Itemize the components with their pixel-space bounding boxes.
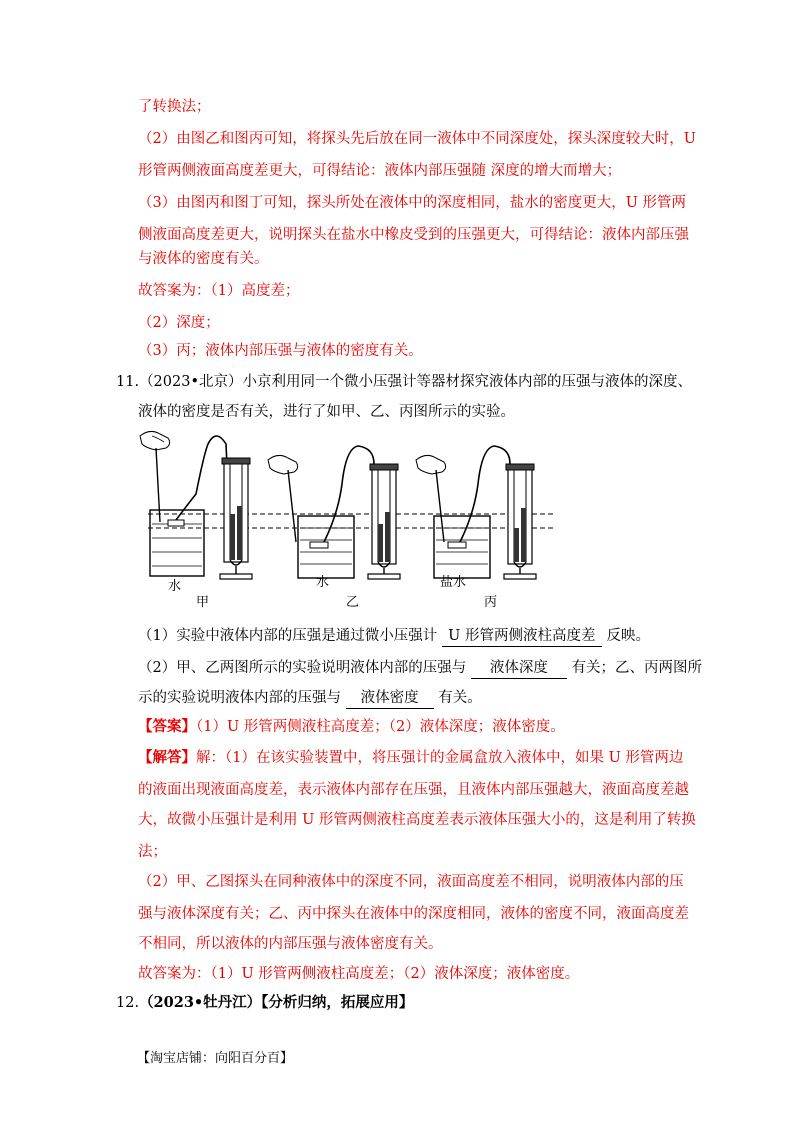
setup-name-a: 甲: [196, 595, 210, 610]
solution-line: （2）由图乙和图丙可知，将探头先后放在同一液体中不同深度处，探头深度较大时，U: [138, 131, 696, 147]
answer-line: 【答案】（1）U 形管两侧液柱高度差；（2）液体深度；液体密度。: [138, 718, 565, 735]
setup-name-c: 丙: [484, 595, 498, 610]
subquestion-2: （2）甲、乙两图所示的实验说明液体内部的压强与 液体深度 有关；乙、丙两图所: [138, 658, 702, 679]
solution-line: 与液体的密度有关。: [138, 251, 269, 267]
page-footer: 【淘宝店铺：向阳百分百】: [137, 1051, 294, 1066]
question-11-stem-cont: 液体的密度是否有关，进行了如甲、乙、丙图所示的实验。: [138, 404, 515, 420]
solution-line: 不相同，所以液体的内部压强与液体密度有关。: [138, 936, 443, 952]
setup-a: [140, 431, 252, 610]
answer-blank-3: 液体密度: [346, 688, 434, 709]
answer-line: （3）丙；液体内部压强与液体的密度有关。: [138, 343, 423, 359]
question-text: （2023•北京）小京利用同一个微小压强计等器材探究液体内部的压强与液体的深度、: [139, 374, 693, 390]
answer-summary: 故答案为：（1）高度差；: [138, 283, 300, 299]
subquestion-2-cont: 示的实验说明液体内部的压强与 液体密度 有关。: [138, 688, 482, 709]
question-number: 12.: [116, 995, 140, 1011]
solution-line: （2）甲、乙图探头在同种液体中的深度不同，液面高度差不相同，说明液体内部的压: [138, 874, 684, 890]
solution-line: 大，故微小压强计是利用 U 形管两侧液柱高度差表示液体压强大小的，这是利用了转换: [138, 812, 696, 828]
question-number: 11.: [116, 374, 140, 390]
solution-line: 的液面出现液面高度差，表示液体内部存在压强，且液体内部压强越大，液面高度差越: [138, 782, 689, 798]
solution-tag: 【解答】: [138, 749, 196, 766]
solution-line: 侧液面高度差更大，说明探头在盐水中橡皮受到的压强更大，可得结论：液体内部压强: [138, 227, 689, 243]
answer-blank-1: U 形管两侧液柱高度差: [442, 626, 602, 647]
solution-line: 形管两侧液面高度差更大，可得结论：液体内部压强随 深度的增大而增大；: [138, 163, 622, 179]
question-12-stem: [116, 993, 413, 1013]
answer-line: （2）深度；: [138, 315, 220, 331]
solution-line: 了转换法；: [138, 99, 211, 115]
answer-blank-2: 液体深度: [471, 658, 567, 679]
question-text: （2023•牡丹江）【分析归纳，拓展应用】: [139, 994, 414, 1011]
solution-line: 强与液体深度有关；乙、丙中探头在液体中的深度相同，液体的密度不同，液面高度差: [138, 906, 689, 922]
solution-line: （3）由图丙和图丁可知，探头所处在液体中的深度相同，盐水的密度更大，U 形管两: [138, 195, 687, 211]
answer-tag: 【答案】: [138, 718, 196, 735]
setup-name-b: 乙: [346, 595, 360, 610]
solution-line: 法；: [138, 844, 167, 860]
experiment-figure: [138, 424, 558, 614]
solution-line: 【解答】解：（1）在该实验装置中，将压强计的金属盒放入液体中，如果 U 形管两边: [138, 749, 684, 766]
setup-c: [416, 446, 536, 610]
liquid-label-c: 盐水: [440, 575, 467, 590]
question-11-stem: [116, 372, 692, 392]
final-answer: 故答案为：（1）U 形管两侧液柱高度差；（2）液体深度；液体密度。: [138, 966, 580, 982]
liquid-label-b: 水: [316, 575, 330, 590]
subquestion-1: （1）实验中液体内部的压强是通过微小压强计 U 形管两侧液柱高度差 反映。: [138, 626, 650, 647]
liquid-label-a: 水: [168, 579, 182, 594]
